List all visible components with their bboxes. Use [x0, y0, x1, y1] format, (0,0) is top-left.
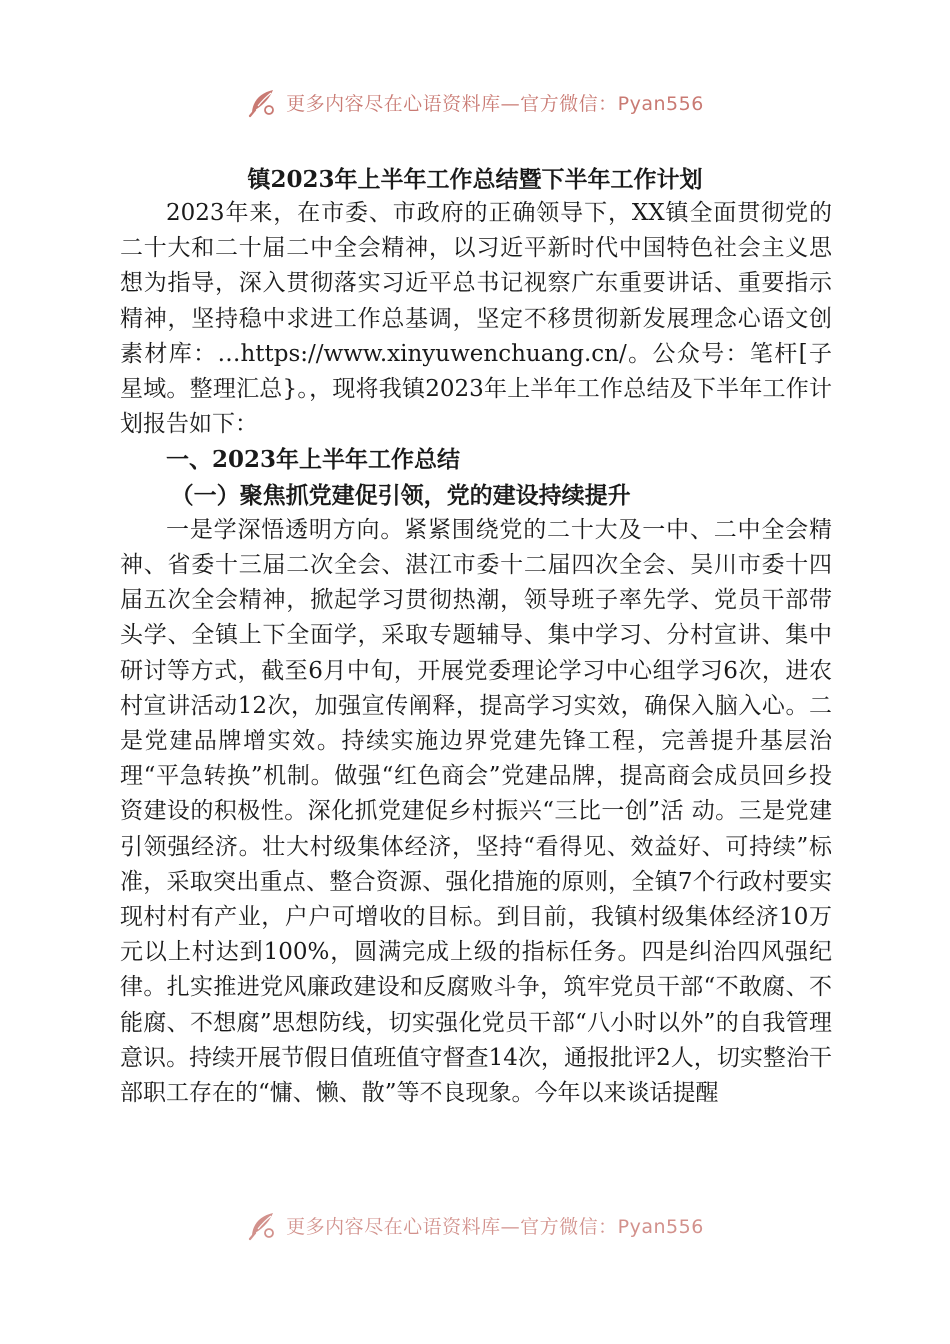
watermark-footer	[0, 1206, 950, 1244]
subsection-heading: （一）聚焦抓党建促引领，党的建设持续提升	[170, 481, 631, 509]
body-paragraph: 一是学深悟透明方向。紧紧围绕党的二十大及一中、二中全会精神、省委十三届二次全会、湛江市委十二届四次全会、吴川市委十四届五次全会精神，掀起学习贯彻热潮，领导班子率先学、党员干部带头学、全镇上下全面学，采取专题辅导、集中学习、分村宣讲、集中研讨等方式，截至6月中旬，开展党委理论学习中心组学习6次，进农村宣讲活动12次，加强宣传阐释，提高学习实效，确保入脑入心。二是党建品牌增实效。持续实施边界党建先锋工程，完善提升基层治理“平急转换”机制。做强“红色商会”党建品牌，提高商会成员回乡投资建设的积极性。深化抓党建促乡村振兴“三比一创”活 动。三是党建引领强经济。壮大村级集体经济，坚持“看得见、效益好、可持续”标准，采取突出重点、整合资源、强化措施的原则，全镇7个行政村要实现村村有产业，户户可增收的目标。到目前，我镇村级集体经济10万元以上村达到100%，圆满完成上级的指标任务。四是纠治四风强纪律。扎实推进党风廉政建设和反腐败斗争，筑牢党员干部“不敢腐、不能腐、不想腐”思想防线，切实强化党员干部“八小时以外”的自我管理意识。持续开展节假日值班值守督查14次，通报批评2人，切实整治干部职工存在的“慵、懒、散”等不良现象。今年以来谈话提醒	[120, 516, 832, 1107]
watermark-text: 更多内容尽在心语资料库—官方微信：Pyan556	[286, 1215, 704, 1238]
watermark-header	[0, 82, 950, 122]
watermark-text: 更多内容尽在心语资料库—官方微信：Pyan556	[286, 92, 704, 115]
quill-leaf-icon	[246, 1208, 280, 1242]
quill-leaf-icon	[246, 85, 280, 119]
section-heading: 一、2023年上半年工作总结	[166, 446, 461, 474]
document-body	[120, 196, 832, 1111]
document-title: 镇2023年上半年工作总结暨下半年工作计划	[247, 166, 703, 193]
intro-paragraph: 2023年来，在市委、市政府的正确领导下，XX镇全面贯彻党的二十大和二十届二中全会精神，以习近平新时代中国特色社会主义思想为指导，深入贯彻落实习近平总书记视察广东重要讲话、重要指示精神，坚持稳中求进工作总基调，坚定不移贯彻新发展理念心语文创素材库：…https://www.xinyuwenchuang.cn/。公众号：笔杆[子星域。整理汇总}。，现将我镇2023年上半年工作总结及下半年工作计划报告如下：	[120, 200, 832, 438]
